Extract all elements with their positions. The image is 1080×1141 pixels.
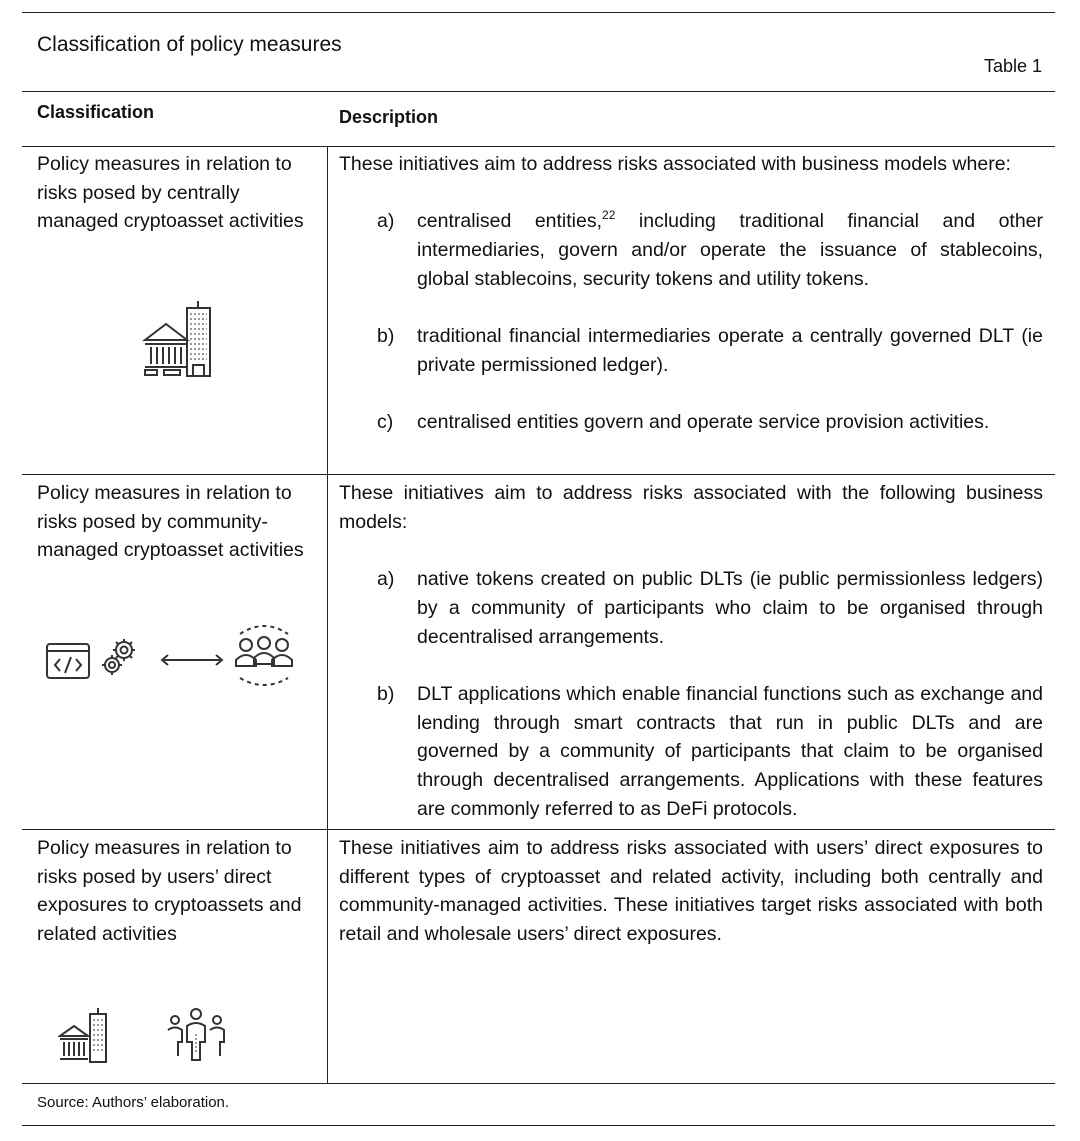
footnote-22: 22 [602, 208, 616, 223]
source-bottom-rule [22, 1125, 1055, 1126]
row2-classification: Policy measures in relation to risks posed by community-managed cryptoasset activities [37, 482, 304, 562]
header-bottom-rule [22, 146, 1055, 147]
row2-item-b-text: DLT applications which enable financial functions such as exchange and lending through smart contracts that run in public DLTs and are governed by a community of participants that claim to be organised through decentralised arrangements. Applications with these features are commonly referred to as DeFi protocols. [417, 682, 1043, 820]
row1-item-b [339, 322, 1043, 379]
row1-item-c-text: centralised entities govern and operate service provision activities. [417, 411, 990, 434]
header-top-rule [22, 91, 1055, 92]
top-rule [22, 12, 1055, 13]
header-classification: Classification [37, 102, 155, 122]
table-number: Table 1 [983, 56, 1042, 76]
bank-and-users-icon [58, 1006, 228, 1066]
header-description: Description [339, 107, 439, 127]
row1-item-a-text-after: including traditional financial and other intermediaries, govern and/or operate the issuance of stablecoins, global stablecoins, security tokens and utility tokens. [417, 210, 1044, 290]
row1-item-a-text-before: centralised entities, [417, 210, 603, 233]
row2-item-a-text: native tokens created on public DLTs (ie public permissionless ledgers) by a community of participants who claim to be organised through decentralised arrangements. [417, 568, 1043, 648]
bank-and-skyscraper-icon [140, 298, 220, 382]
row2-description [339, 479, 1043, 823]
row1-item-c-marker: c) [377, 411, 394, 434]
row3-description [339, 834, 1043, 949]
row1-bottom-rule [22, 474, 1055, 475]
table-title: Classification of policy measures [37, 33, 342, 56]
row2-item-b-marker: b) [377, 682, 395, 705]
row1-classification: Policy measures in relation to risks posed by centrally managed cryptoasset activities [37, 153, 304, 233]
row2-item-a [339, 565, 1043, 651]
table-bottom-rule [22, 1083, 1055, 1084]
row1-item-a-marker: a) [377, 210, 395, 233]
column-divider [327, 146, 328, 1083]
row2-bottom-rule [22, 829, 1055, 830]
row3-classification: Policy measures in relation to risks posed by users’ direct exposures to cryptoassets and related activities [37, 837, 302, 946]
code-gears-community-icon [44, 622, 306, 686]
row2-item-b [339, 680, 1043, 824]
row3-description-text: These initiatives aim to address risks associated with users’ direct exposures to different types of cryptoasset and related activity, including both centrally and community-managed activities. These initiatives target risks associated with both retail and wholesale users’ direct exposures. [339, 837, 1043, 946]
row1-intro: These initiatives aim to address risks associated with business models where: [339, 153, 1011, 175]
row1-description [339, 150, 1043, 437]
row2-item-a-marker: a) [377, 568, 395, 591]
row1-item-a [339, 207, 1043, 293]
source-note: Source: Authors’ elaboration. [37, 1094, 230, 1111]
row1-item-c [339, 408, 1043, 437]
row2-intro: These initiatives aim to address risks associated with the following business models: [339, 482, 1043, 533]
row1-item-b-marker: b) [377, 325, 395, 348]
row1-item-b-text: traditional financial intermediaries operate a centrally governed DLT (ie private permissioned ledger). [417, 325, 1043, 376]
